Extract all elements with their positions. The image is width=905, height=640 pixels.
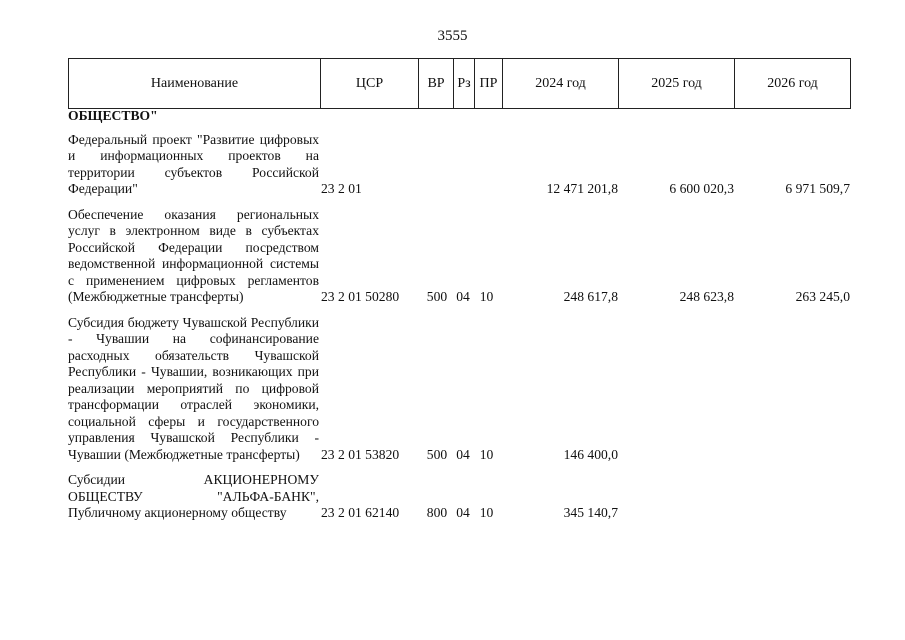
row-pr: 10 [479, 289, 494, 304]
column-header-csr: ЦСР [321, 59, 419, 109]
row-vr: 500 [426, 446, 448, 462]
row-csr: 23 2 01 53820 [321, 446, 400, 462]
row-csr: 23 2 01 62140 [321, 505, 400, 520]
row-name: ОБЩЕСТВО" [68, 108, 158, 123]
table-row [68, 207, 852, 306]
row-pr: 10 [479, 505, 494, 520]
column-header-pr: ПР [475, 59, 503, 109]
row-value-2024: 12 471 201,8 [546, 181, 618, 196]
row-csr: 23 2 01 [321, 181, 362, 196]
column-header-vr: ВР [419, 59, 454, 109]
row-value-2026: 263 245,0 [795, 289, 850, 304]
row-vr: 500 [426, 289, 448, 304]
row-value-2025: 248 623,8 [679, 289, 734, 304]
row-value-2026: 6 971 509,7 [785, 181, 850, 196]
row-rz: 04 [456, 505, 470, 520]
row-name: Субсидии АКЦИОНЕРНОМУ ОБЩЕСТВУ "АЛЬФА-БАНК", Публичному акционерному обществу [68, 472, 319, 520]
table-header [68, 58, 851, 109]
table-row [68, 108, 852, 125]
row-rz: 04 [456, 446, 470, 462]
row-name: Обеспечение оказания региональных услуг в электронном виде в субъектах Российской Федерации посредством ведомственной информационной системы с применением цифровых регламентов (Межбюджетные трансферты) [68, 206, 319, 304]
table-row [68, 315, 852, 464]
column-header-2026: 2026 год [735, 59, 851, 109]
column-header-2025: 2025 год [619, 59, 735, 109]
row-value-2025: 6 600 020,3 [669, 181, 734, 196]
row-value-2024: 248 617,8 [563, 289, 618, 304]
row-pr: 10 [479, 446, 494, 462]
table-body [68, 108, 852, 522]
table-row [68, 132, 852, 198]
row-csr: 23 2 01 50280 [321, 289, 400, 304]
row-name: Субсидия бюджету Чувашской Республики - Чувашии на софинансирование расходных обязательств Чувашской Республики - Чувашии, возникающих при реализации мероприятий по цифровой трансформации отраслей экономики, социальной сферы и государственного управления Чувашской Республики - Чувашии (Межбюджетные трансферты) [68, 314, 319, 462]
column-header-name: Наименование [69, 59, 321, 109]
table-row [68, 472, 852, 522]
row-value-2024: 345 140,7 [563, 505, 618, 520]
row-rz: 04 [456, 289, 470, 304]
page-number: 3555 [437, 28, 468, 44]
row-value-2024: 146 400,0 [563, 446, 618, 462]
column-header-2024: 2024 год [503, 59, 619, 109]
column-header-rz: Рз [454, 59, 475, 109]
row-vr: 800 [426, 505, 448, 520]
row-name: Федеральный проект "Развитие цифровых и информационных проектов на территории субъектов Российской Федерации" [68, 131, 319, 196]
